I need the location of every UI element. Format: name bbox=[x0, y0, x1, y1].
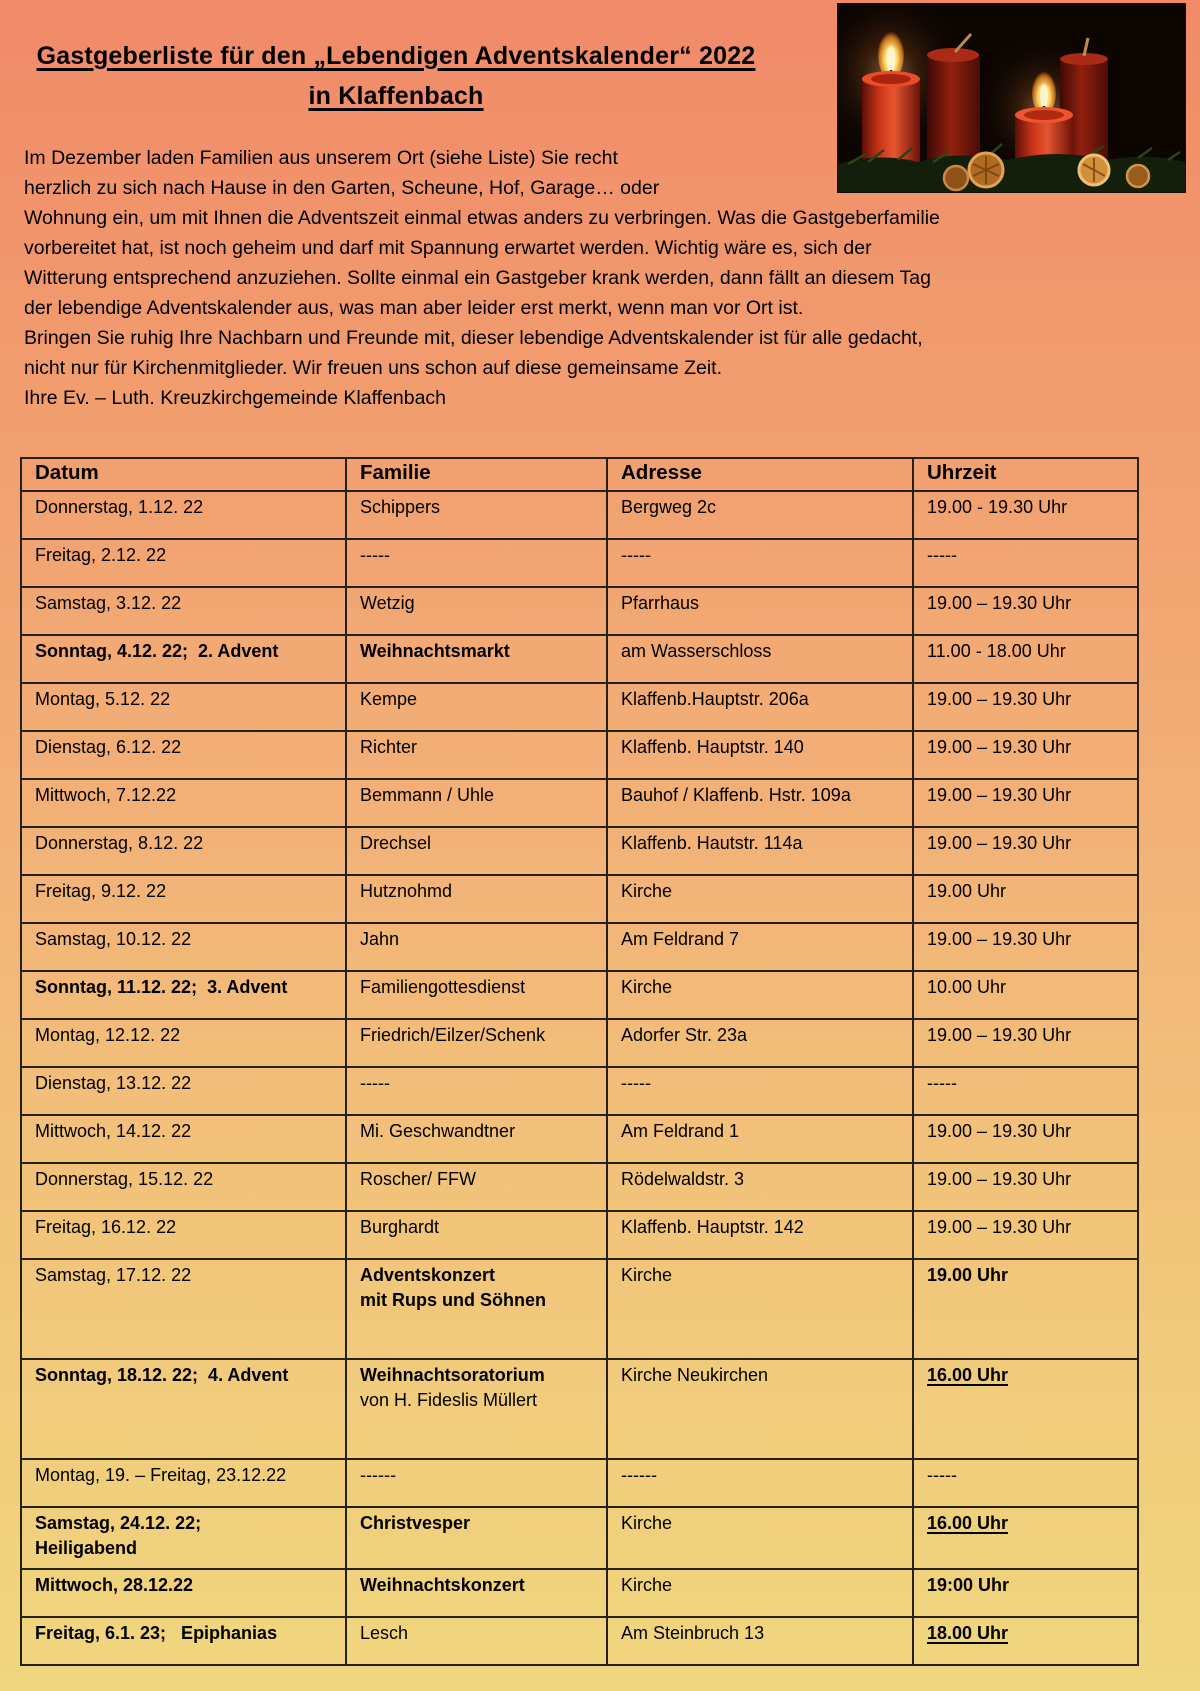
cell-adresse bbox=[607, 1359, 913, 1459]
intro-line: Witterung entsprechend anzuziehen. Sollte einmal ein Gastgeber krank werden, dann fällt an diesem Tag bbox=[24, 267, 931, 289]
cell-line: Weihnachtsmarkt bbox=[360, 641, 510, 661]
cell-datum bbox=[21, 1259, 346, 1359]
cell-line: Freitag, 6.1. 23; Epiphanias bbox=[35, 1623, 278, 1643]
cell-line: Mi. Geschwandtner bbox=[360, 1121, 516, 1141]
cell-adresse bbox=[607, 923, 913, 971]
cell-line: Samstag, 3.12. 22 bbox=[35, 593, 182, 613]
cell-line: 16.00 Uhr bbox=[927, 1365, 1009, 1385]
cell-line: am Wasserschloss bbox=[621, 641, 772, 661]
cell-line: ----- bbox=[360, 545, 390, 565]
cell-line: Kirche bbox=[621, 1513, 673, 1533]
cell-uhrzeit bbox=[913, 1211, 1138, 1259]
cell-line: Bergweg 2c bbox=[621, 497, 717, 517]
cell-datum bbox=[21, 827, 346, 875]
cell-uhrzeit bbox=[913, 875, 1138, 923]
cell-line: Montag, 12.12. 22 bbox=[35, 1025, 181, 1045]
cell-line: Richter bbox=[360, 737, 418, 757]
cell-line: ----- bbox=[360, 1073, 390, 1093]
cell-line: Rödelwaldstr. 3 bbox=[621, 1169, 745, 1189]
cell-uhrzeit bbox=[913, 1019, 1138, 1067]
cell-line: 18.00 Uhr bbox=[927, 1623, 1009, 1643]
cell-datum bbox=[21, 1569, 346, 1617]
cell-line: Samstag, 17.12. 22 bbox=[35, 1265, 192, 1285]
cell-line: Freitag, 16.12. 22 bbox=[35, 1217, 177, 1237]
cell-datum bbox=[21, 1067, 346, 1115]
cell-uhrzeit bbox=[913, 491, 1138, 539]
cell-line: Familiengottesdienst bbox=[360, 977, 526, 997]
cell-adresse bbox=[607, 1163, 913, 1211]
cell-line: ------ bbox=[621, 1465, 657, 1485]
cell-adresse bbox=[607, 1019, 913, 1067]
table-row bbox=[21, 491, 1138, 539]
cell-datum bbox=[21, 635, 346, 683]
column-header-adresse: Adresse bbox=[607, 458, 913, 491]
cell-line: Drechsel bbox=[360, 833, 432, 853]
cell-line: Sonntag, 11.12. 22; 3. Advent bbox=[35, 977, 288, 997]
title-line-1: Gastgeberliste für den „Lebendigen Adventskalender“ 2022 bbox=[36, 42, 756, 70]
cell-line: Friedrich/Eilzer/Schenk bbox=[360, 1025, 546, 1045]
cell-datum bbox=[21, 875, 346, 923]
cell-adresse bbox=[607, 1115, 913, 1163]
cell-line: Burghardt bbox=[360, 1217, 440, 1237]
cell-line: Christvesper bbox=[360, 1513, 471, 1533]
cell-line: Adorfer Str. 23a bbox=[621, 1025, 748, 1045]
cell-line: 19.00 – 19.30 Uhr bbox=[927, 785, 1072, 805]
cell-familie bbox=[346, 827, 607, 875]
table-row bbox=[21, 1459, 1138, 1507]
cell-adresse bbox=[607, 875, 913, 923]
cell-familie bbox=[346, 779, 607, 827]
cell-line: Bauhof / Klaffenb. Hstr. 109a bbox=[621, 785, 851, 805]
cell-line: Montag, 19. – Freitag, 23.12.22 bbox=[35, 1465, 287, 1485]
cell-datum bbox=[21, 971, 346, 1019]
cell-line: 19.00 Uhr bbox=[927, 1265, 1009, 1285]
table-row bbox=[21, 1163, 1138, 1211]
cell-datum bbox=[21, 1211, 346, 1259]
table-row bbox=[21, 635, 1138, 683]
cell-line: Weihnachtsoratorium bbox=[360, 1365, 545, 1385]
table-row bbox=[21, 1067, 1138, 1115]
table-row bbox=[21, 1115, 1138, 1163]
table-row bbox=[21, 971, 1138, 1019]
table-row bbox=[21, 1019, 1138, 1067]
intro-line: Wohnung ein, um mit Ihnen die Adventszeit einmal etwas anders zu verbringen. Was die Gastgeberfamilie bbox=[24, 207, 940, 229]
cell-line: Am Steinbruch 13 bbox=[621, 1623, 765, 1643]
cell-familie bbox=[346, 1569, 607, 1617]
cell-line: Sonntag, 18.12. 22; 4. Advent bbox=[35, 1365, 289, 1385]
cell-line: Montag, 5.12. 22 bbox=[35, 689, 171, 709]
cell-familie bbox=[346, 1617, 607, 1665]
cell-line: 16.00 Uhr bbox=[927, 1513, 1009, 1533]
cell-uhrzeit bbox=[913, 923, 1138, 971]
cell-uhrzeit bbox=[913, 1067, 1138, 1115]
cell-uhrzeit bbox=[913, 1569, 1138, 1617]
column-header-datum: Datum bbox=[21, 458, 346, 491]
cell-adresse bbox=[607, 827, 913, 875]
cell-line: Donnerstag, 15.12. 22 bbox=[35, 1169, 214, 1189]
cell-line: von H. Fideslis Müllert bbox=[360, 1390, 538, 1410]
cell-datum bbox=[21, 491, 346, 539]
cell-line: Mittwoch, 14.12. 22 bbox=[35, 1121, 192, 1141]
cell-adresse bbox=[607, 1507, 913, 1569]
cell-line: Kempe bbox=[360, 689, 418, 709]
cell-line: 11.00 - 18.00 Uhr bbox=[927, 641, 1066, 661]
cell-line: 19.00 Uhr bbox=[927, 881, 1007, 901]
cell-uhrzeit bbox=[913, 1459, 1138, 1507]
cell-line: 19.00 – 19.30 Uhr bbox=[927, 593, 1072, 613]
cell-familie bbox=[346, 1259, 607, 1359]
cell-line: 19.00 – 19.30 Uhr bbox=[927, 1217, 1072, 1237]
cell-familie bbox=[346, 1359, 607, 1459]
cell-line: Donnerstag, 1.12. 22 bbox=[35, 497, 204, 517]
candle-image bbox=[838, 4, 1185, 192]
intro-line: Im Dezember laden Familien aus unserem Ort (siehe Liste) Sie recht bbox=[24, 147, 618, 169]
column-header-uhrzeit: Uhrzeit bbox=[913, 458, 1138, 491]
cell-datum bbox=[21, 731, 346, 779]
cell-line: Schippers bbox=[360, 497, 441, 517]
cell-uhrzeit bbox=[913, 683, 1138, 731]
cell-line: ----- bbox=[927, 1465, 957, 1485]
cell-uhrzeit bbox=[913, 1259, 1138, 1359]
cell-line: Kirche bbox=[621, 881, 673, 901]
cell-line: Samstag, 24.12. 22; bbox=[35, 1513, 202, 1533]
table-row bbox=[21, 1617, 1138, 1665]
cell-line: Klaffenb. Hautstr. 114a bbox=[621, 833, 803, 853]
intro-line: vorbereitet hat, ist noch geheim und darf mit Spannung erwartet werden. Wichtig wäre es, sich der bbox=[24, 237, 872, 259]
cell-familie bbox=[346, 1115, 607, 1163]
cell-familie bbox=[346, 875, 607, 923]
cell-line: Klaffenb. Hauptstr. 142 bbox=[621, 1217, 804, 1237]
cell-uhrzeit bbox=[913, 1163, 1138, 1211]
table-row bbox=[21, 1359, 1138, 1459]
table-row bbox=[21, 779, 1138, 827]
cell-line: Hutznohmd bbox=[360, 881, 453, 901]
cell-adresse bbox=[607, 1617, 913, 1665]
cell-uhrzeit bbox=[913, 779, 1138, 827]
cell-familie bbox=[346, 1163, 607, 1211]
cell-line: Pfarrhaus bbox=[621, 593, 700, 613]
cell-line: 19.00 – 19.30 Uhr bbox=[927, 1025, 1072, 1045]
cell-line: 19.00 – 19.30 Uhr bbox=[927, 1121, 1072, 1141]
column-header-familie: Familie bbox=[346, 458, 607, 491]
cell-familie bbox=[346, 1019, 607, 1067]
cell-line: Weihnachtskonzert bbox=[360, 1575, 525, 1595]
cell-line: 19.00 – 19.30 Uhr bbox=[927, 689, 1072, 709]
cell-line: 19.00 - 19.30 Uhr bbox=[927, 497, 1068, 517]
cell-familie bbox=[346, 971, 607, 1019]
cell-adresse bbox=[607, 1569, 913, 1617]
cell-line: Lesch bbox=[360, 1623, 409, 1643]
table-header-row bbox=[21, 458, 1138, 491]
cell-line: Klaffenb.Hauptstr. 206a bbox=[621, 689, 809, 709]
cell-datum bbox=[21, 1507, 346, 1569]
cell-uhrzeit bbox=[913, 1359, 1138, 1459]
cell-line: Freitag, 2.12. 22 bbox=[35, 545, 167, 565]
page-title bbox=[22, 36, 770, 116]
cell-adresse bbox=[607, 683, 913, 731]
cell-adresse bbox=[607, 587, 913, 635]
intro-line: nicht nur für Kirchenmitglieder. Wir freuen uns schon auf diese gemeinsame Zeit. bbox=[24, 357, 723, 379]
cell-line: ------ bbox=[360, 1465, 396, 1485]
schedule-table bbox=[20, 457, 1139, 1666]
intro-line: Bringen Sie ruhig Ihre Nachbarn und Freunde mit, dieser lebendige Adventskalender ist für alle gedacht, bbox=[24, 327, 923, 349]
table-row bbox=[21, 1211, 1138, 1259]
table-row bbox=[21, 923, 1138, 971]
cell-familie bbox=[346, 587, 607, 635]
cell-line: Samstag, 10.12. 22 bbox=[35, 929, 192, 949]
table-row bbox=[21, 1259, 1138, 1359]
cell-line: Dienstag, 13.12. 22 bbox=[35, 1073, 192, 1093]
cell-line: Bemmann / Uhle bbox=[360, 785, 495, 805]
cell-line: 10.00 Uhr bbox=[927, 977, 1007, 997]
cell-datum bbox=[21, 1459, 346, 1507]
table-row bbox=[21, 1569, 1138, 1617]
cell-uhrzeit bbox=[913, 827, 1138, 875]
cell-datum bbox=[21, 779, 346, 827]
cell-adresse bbox=[607, 1259, 913, 1359]
cell-uhrzeit bbox=[913, 539, 1138, 587]
cell-line: Wetzig bbox=[360, 593, 415, 613]
cell-datum bbox=[21, 683, 346, 731]
table-row bbox=[21, 587, 1138, 635]
cell-line: Heiligabend bbox=[35, 1538, 138, 1558]
cell-datum bbox=[21, 1115, 346, 1163]
cell-line: Kirche bbox=[621, 1265, 673, 1285]
cell-familie bbox=[346, 1507, 607, 1569]
title-line-2: in Klaffenbach bbox=[308, 82, 484, 110]
cell-line: 19.00 – 19.30 Uhr bbox=[927, 1169, 1072, 1189]
cell-uhrzeit bbox=[913, 731, 1138, 779]
table-row bbox=[21, 539, 1138, 587]
table-row bbox=[21, 875, 1138, 923]
cell-adresse bbox=[607, 539, 913, 587]
cell-adresse bbox=[607, 635, 913, 683]
cell-line: Kirche Neukirchen bbox=[621, 1365, 769, 1385]
cell-adresse bbox=[607, 1459, 913, 1507]
table-row bbox=[21, 1507, 1138, 1569]
cell-uhrzeit bbox=[913, 1115, 1138, 1163]
cell-familie bbox=[346, 731, 607, 779]
intro-line: der lebendige Adventskalender aus, was man aber leider erst merkt, wenn man vor Ort ist. bbox=[24, 297, 804, 319]
cell-datum bbox=[21, 587, 346, 635]
cell-uhrzeit bbox=[913, 587, 1138, 635]
cell-line: ----- bbox=[927, 545, 957, 565]
cell-familie bbox=[346, 683, 607, 731]
cell-line: ----- bbox=[621, 545, 651, 565]
cell-datum bbox=[21, 923, 346, 971]
cell-line: Kirche bbox=[621, 977, 673, 997]
cell-line: Mittwoch, 7.12.22 bbox=[35, 785, 177, 805]
cell-line: 19.00 – 19.30 Uhr bbox=[927, 929, 1072, 949]
cell-familie bbox=[346, 491, 607, 539]
cell-uhrzeit bbox=[913, 1507, 1138, 1569]
cell-line: Jahn bbox=[360, 929, 400, 949]
cell-line: Adventskonzert bbox=[360, 1265, 496, 1285]
cell-familie bbox=[346, 635, 607, 683]
cell-adresse bbox=[607, 491, 913, 539]
unlit-candle-left bbox=[927, 34, 980, 172]
cell-adresse bbox=[607, 731, 913, 779]
cell-datum bbox=[21, 1617, 346, 1665]
cell-line: ----- bbox=[927, 1073, 957, 1093]
advent-candles-photo bbox=[838, 4, 1185, 192]
cell-line: 19.00 – 19.30 Uhr bbox=[927, 737, 1072, 757]
intro-line: herzlich zu sich nach Hause in den Garten, Scheune, Hof, Garage… oder bbox=[24, 177, 660, 199]
intro-line: Ihre Ev. – Luth. Kreuzkirchgemeinde Klaffenbach bbox=[24, 387, 447, 409]
cell-adresse bbox=[607, 779, 913, 827]
cell-adresse bbox=[607, 1211, 913, 1259]
cell-line: Mittwoch, 28.12.22 bbox=[35, 1575, 194, 1595]
cell-adresse bbox=[607, 971, 913, 1019]
table-row bbox=[21, 827, 1138, 875]
cell-datum bbox=[21, 1019, 346, 1067]
table-row bbox=[21, 731, 1138, 779]
cell-line: Roscher/ FFW bbox=[360, 1169, 477, 1189]
cell-uhrzeit bbox=[913, 971, 1138, 1019]
cell-line: Am Feldrand 7 bbox=[621, 929, 740, 949]
cell-adresse bbox=[607, 1067, 913, 1115]
cell-familie bbox=[346, 923, 607, 971]
cell-line: Dienstag, 6.12. 22 bbox=[35, 737, 182, 757]
cell-line: Sonntag, 4.12. 22; 2. Advent bbox=[35, 641, 279, 661]
cell-datum bbox=[21, 1359, 346, 1459]
cell-line: 19:00 Uhr bbox=[927, 1575, 1010, 1595]
cell-datum bbox=[21, 1163, 346, 1211]
cell-line: Klaffenb. Hauptstr. 140 bbox=[621, 737, 804, 757]
cell-line: Kirche bbox=[621, 1575, 673, 1595]
cell-datum bbox=[21, 539, 346, 587]
cell-line: Donnerstag, 8.12. 22 bbox=[35, 833, 204, 853]
cell-uhrzeit bbox=[913, 1617, 1138, 1665]
cell-line: mit Rups und Söhnen bbox=[360, 1290, 546, 1310]
cell-familie bbox=[346, 1459, 607, 1507]
cell-line: ----- bbox=[621, 1073, 651, 1093]
table-row bbox=[21, 683, 1138, 731]
cell-line: Am Feldrand 1 bbox=[621, 1121, 740, 1141]
cell-familie bbox=[346, 539, 607, 587]
cell-familie bbox=[346, 1067, 607, 1115]
cell-uhrzeit bbox=[913, 635, 1138, 683]
cell-familie bbox=[346, 1211, 607, 1259]
cell-line: Freitag, 9.12. 22 bbox=[35, 881, 167, 901]
cell-line: 19.00 – 19.30 Uhr bbox=[927, 833, 1072, 853]
